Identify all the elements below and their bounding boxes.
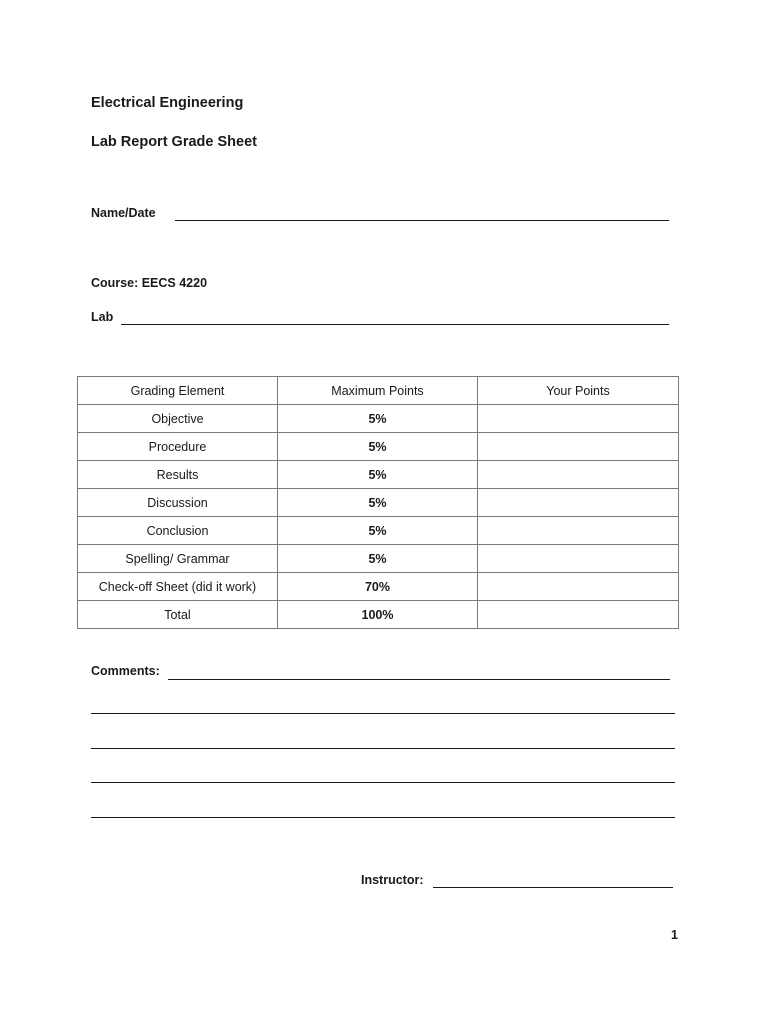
your-points-cell[interactable] (478, 461, 679, 489)
table-row (78, 461, 679, 489)
your-points-cell[interactable] (478, 573, 679, 601)
element-cell: Check-off Sheet (did it work) (78, 573, 278, 601)
comments-line[interactable] (91, 817, 675, 818)
course-label: Course: EECS 4220 (91, 276, 208, 290)
your-points-cell[interactable] (478, 517, 679, 545)
your-points-cell[interactable] (478, 601, 679, 629)
name-date-label: Name/Date (91, 206, 156, 220)
max-points-cell: 5% (278, 489, 478, 517)
grading-table (77, 376, 679, 629)
max-points-cell: 100% (278, 601, 478, 629)
lab-label: Lab (91, 310, 114, 324)
your-points-cell[interactable] (478, 489, 679, 517)
table-row (78, 517, 679, 545)
your-points-cell[interactable] (478, 433, 679, 461)
page-title: Lab Report Grade Sheet (91, 134, 257, 150)
element-cell: Total (78, 601, 278, 629)
table-row (78, 489, 679, 517)
your-points-cell[interactable] (478, 405, 679, 433)
comments-line[interactable] (91, 713, 675, 714)
instructor-signature-line[interactable] (433, 887, 673, 888)
comments-line[interactable] (91, 782, 675, 783)
instructor-label: Instructor: (361, 873, 424, 887)
header-grading-element: Grading Element (78, 377, 278, 405)
table-row (78, 433, 679, 461)
comments-line[interactable] (168, 679, 670, 680)
max-points-cell: 5% (278, 433, 478, 461)
element-cell: Results (78, 461, 278, 489)
header-your-points: Your Points (478, 377, 679, 405)
department-heading: Electrical Engineering (91, 95, 244, 111)
element-cell: Conclusion (78, 517, 278, 545)
table-row (78, 405, 679, 433)
table-row-total (78, 601, 679, 629)
table-row (78, 573, 679, 601)
element-cell: Spelling/ Grammar (78, 545, 278, 573)
max-points-cell: 5% (278, 517, 478, 545)
your-points-cell[interactable] (478, 545, 679, 573)
name-date-line[interactable] (175, 220, 669, 221)
comments-label: Comments: (91, 664, 160, 678)
element-cell: Objective (78, 405, 278, 433)
table-header-row (78, 377, 679, 405)
max-points-cell: 5% (278, 461, 478, 489)
page-number: 1 (671, 928, 678, 942)
lab-line[interactable] (121, 324, 669, 325)
element-cell: Discussion (78, 489, 278, 517)
max-points-cell: 70% (278, 573, 478, 601)
comments-line[interactable] (91, 748, 675, 749)
max-points-cell: 5% (278, 545, 478, 573)
table-row (78, 545, 679, 573)
header-maximum-points: Maximum Points (278, 377, 478, 405)
element-cell: Procedure (78, 433, 278, 461)
max-points-cell: 5% (278, 405, 478, 433)
